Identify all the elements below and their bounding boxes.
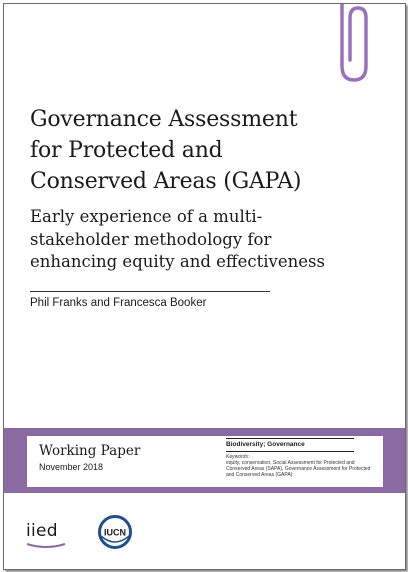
subtitle-line: stakeholder methodology for [30,229,272,249]
paperclip-icon [322,4,378,86]
iied-logo-underline [26,542,66,550]
series-label: Working Paper [39,443,141,459]
authors: Phil Franks and Francesca Booker [30,297,207,309]
title-line: for Protected and [30,138,223,163]
topic-tags: Biodiversity; Governance [226,441,305,448]
document-title [30,104,370,197]
iied-logo: iied [26,521,58,541]
keywords-label: Keywords: [226,454,250,460]
metadata-block [226,438,376,478]
metadata-divider [226,451,354,452]
iucn-logo [97,514,133,550]
keywords-text: equity, conservation, Social Assessment for Protected and Conserved Areas (SAPA), Governance Assessment for Protected and Conserved Areas (GAPA) [226,460,371,478]
report-cover [3,3,406,570]
metadata-divider [226,438,354,439]
title-line: Conserved Areas (GAPA) [30,169,302,194]
authors-divider [30,291,270,292]
iucn-logo-text: IUCN [104,527,126,538]
publication-date: November 2018 [39,462,104,472]
subtitle-line: enhancing equity and effectiveness [30,252,325,271]
document-subtitle [30,206,380,274]
title-line: Governance Assessment [30,107,298,132]
subtitle-line: Early experience of a multi- [30,207,263,226]
